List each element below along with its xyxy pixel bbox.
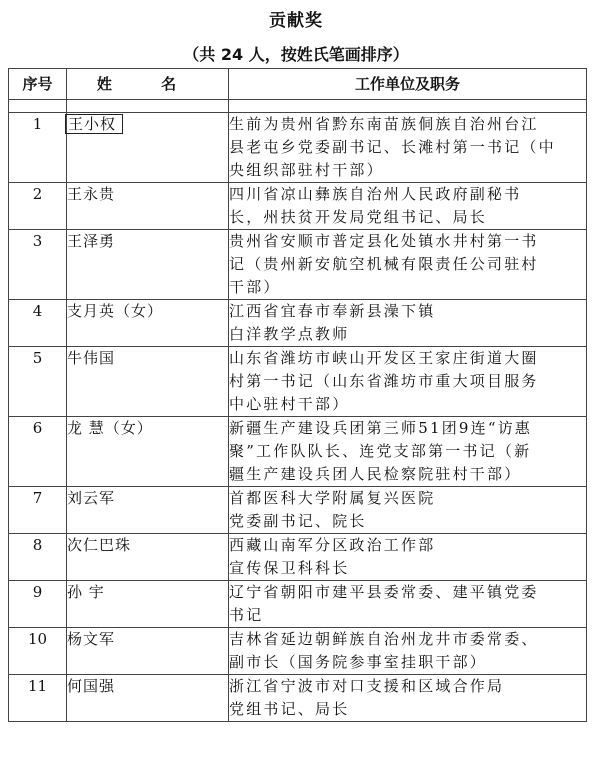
table-row — [9, 581, 587, 628]
row-index: 5 — [9, 347, 67, 417]
row-description — [229, 628, 587, 675]
row-name-text: 次仁巴珠 — [67, 536, 132, 554]
row-index: 3 — [9, 230, 67, 300]
row-description-line: 浙江省宁波市对口支援和区域合作局 — [229, 677, 505, 695]
header-index: 序号 — [9, 69, 67, 100]
header-spacer-row — [9, 100, 587, 113]
table-row — [9, 487, 587, 534]
row-description-line: 宣传保卫科科长 — [229, 559, 350, 577]
row-index: 4 — [9, 300, 67, 347]
row-name — [67, 487, 229, 534]
row-name — [67, 300, 229, 347]
row-description — [229, 183, 587, 230]
table-row — [9, 347, 587, 417]
row-description-line: 吉林省延边朝鲜族自治州龙井市委常委、 — [229, 630, 539, 648]
row-description-line: 党组书记、局长 — [229, 700, 350, 718]
row-name-text: 龙 慧（女） — [67, 419, 153, 437]
table-header-row — [9, 69, 587, 100]
table-row — [9, 628, 587, 675]
header-name: 姓 名 — [67, 69, 229, 100]
row-description-line: 贵州省安顺市普定县化处镇水井村第一书 — [229, 232, 539, 250]
header-description: 工作单位及职务 — [229, 69, 587, 100]
row-name — [67, 675, 229, 722]
row-description — [229, 113, 587, 183]
table-row — [9, 183, 587, 230]
row-description-line: 西藏山南军分区政治工作部 — [229, 536, 436, 554]
row-index: 6 — [9, 417, 67, 487]
row-description — [229, 417, 587, 487]
row-description — [229, 675, 587, 722]
row-index: 8 — [9, 534, 67, 581]
row-description-line: 白洋教学点教师 — [229, 325, 350, 343]
table-row — [9, 300, 587, 347]
row-description-line: 生前为贵州省黔东南苗族侗族自治州台江 — [229, 115, 539, 133]
row-name — [67, 417, 229, 487]
row-description — [229, 581, 587, 628]
row-description-line: 聚”工作队队长、连党支部第一书记（新 — [229, 442, 532, 460]
row-name-text: 刘云军 — [67, 489, 116, 507]
row-description-line: 记（贵州新安航空机械有限责任公司驻村 — [229, 255, 539, 273]
table-row — [9, 113, 587, 183]
row-name-text: 孙 宇 — [67, 583, 105, 601]
award-roster-table — [8, 68, 587, 722]
row-description-line: 副市长（国务院参事室挂职干部） — [229, 653, 488, 671]
row-description-line: 新疆生产建设兵团第三师51团9连“访惠 — [229, 419, 533, 437]
row-name-text: 杨文军 — [67, 630, 116, 648]
row-index: 11 — [9, 675, 67, 722]
document-subtitle: （共 24 人，按姓氏笔画排序） — [183, 45, 409, 64]
row-description-line: 辽宁省朝阳市建平县委常委、建平镇党委 — [229, 583, 539, 601]
row-description-line: 党委副书记、院长 — [229, 512, 367, 530]
row-name-text: 牛伟国 — [67, 349, 116, 367]
row-name — [67, 581, 229, 628]
row-name-text: 王小权 — [65, 114, 123, 134]
row-index: 2 — [9, 183, 67, 230]
row-index: 10 — [9, 628, 67, 675]
row-name — [67, 230, 229, 300]
row-index: 1 — [9, 113, 67, 183]
row-description-line: 首都医科大学附属复兴医院 — [229, 489, 436, 507]
table-row — [9, 534, 587, 581]
row-description — [229, 487, 587, 534]
row-name — [67, 183, 229, 230]
row-description-line: 四川省凉山彝族自治州人民政府副秘书 — [229, 185, 522, 203]
row-name-text: 王永贵 — [67, 185, 116, 203]
row-description-line: 村第一书记（山东省潍坊市重大项目服务 — [229, 372, 539, 390]
row-name — [67, 347, 229, 417]
row-description-line: 江西省宜春市奉新县澡下镇 — [229, 302, 436, 320]
row-index: 7 — [9, 487, 67, 534]
row-description — [229, 230, 587, 300]
table-row — [9, 230, 587, 300]
row-name — [67, 113, 229, 183]
row-description-line: 中心驻村干部） — [229, 395, 350, 413]
row-name — [67, 534, 229, 581]
row-name — [67, 628, 229, 675]
row-index: 9 — [9, 581, 67, 628]
row-name-text: 何国强 — [67, 677, 116, 695]
row-name-text: 支月英（女） — [67, 302, 164, 320]
row-name-text: 王泽勇 — [67, 232, 116, 250]
row-description-line: 长，州扶贫开发局党组书记、局长 — [229, 208, 488, 226]
table-row — [9, 675, 587, 722]
row-description-line: 疆生产建设兵团人民检察院驻村干部） — [229, 465, 522, 483]
row-description — [229, 347, 587, 417]
row-description-line: 干部） — [229, 278, 281, 296]
row-description — [229, 534, 587, 581]
row-description-line: 县老屯乡党委副书记、长滩村第一书记（中 — [229, 138, 556, 156]
table-row — [9, 417, 587, 487]
document-title: 贡献奖 — [269, 11, 323, 31]
row-description-line: 书记 — [229, 606, 264, 624]
row-description — [229, 300, 587, 347]
row-description-line: 央组织部驻村干部） — [229, 161, 384, 179]
row-description-line: 山东省潍坊市峡山开发区王家庄街道大圈 — [229, 349, 539, 367]
